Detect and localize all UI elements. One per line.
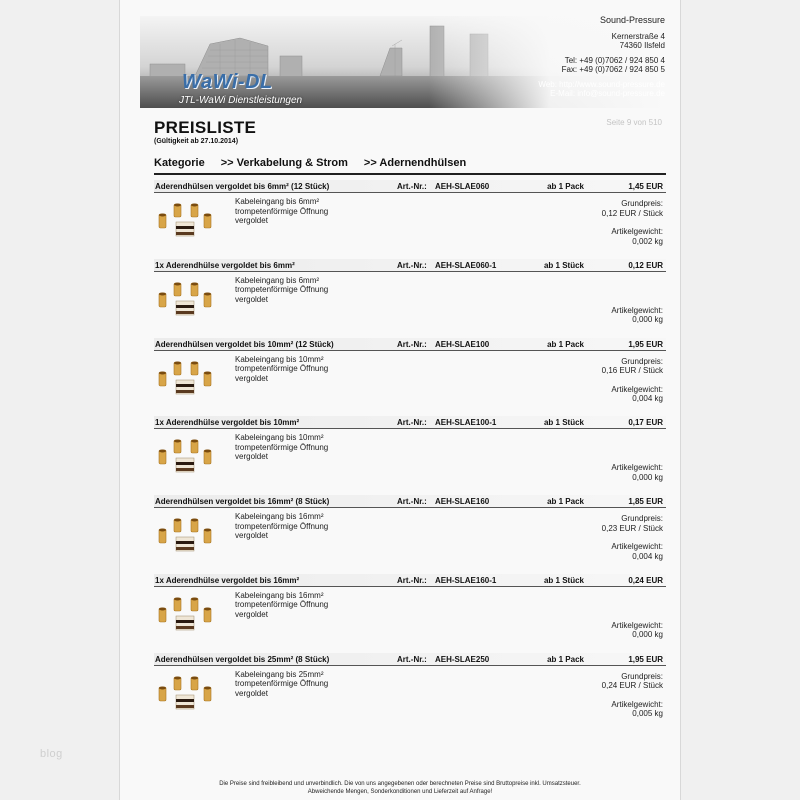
weight-label: Artikelgewicht: (611, 463, 663, 473)
article-number: AEH-SLAE160 (435, 497, 490, 507)
company-fax: Fax: +49 (0)7062 / 924 850 5 (561, 65, 665, 74)
product-header (154, 259, 666, 272)
validity-date: (Gültigkeit ab 27.10.2014) (154, 138, 239, 145)
sales-unit: ab 1 Stück (543, 260, 584, 270)
article-number-label: Art.-Nr.: (397, 497, 427, 507)
product-price: 0,17 EUR (628, 418, 663, 428)
description-line: trompetenförmige Öffnung (235, 285, 329, 295)
weight-value: 0,004 kg (632, 394, 663, 404)
description-line: Kabeleingang bis 16mm² (235, 590, 324, 600)
article-number-label: Art.-Nr.: (397, 654, 427, 664)
base-price-value: 0,24 EUR / Stück (601, 681, 663, 691)
base-price-value: 0,16 EUR / Stück (601, 366, 663, 376)
article-number-label: Art.-Nr.: (397, 339, 427, 349)
description-line: trompetenförmige Öffnung (235, 442, 329, 452)
description-line: vergoldet (235, 452, 268, 462)
article-number-label: Art.-Nr.: (397, 575, 427, 585)
description-line: trompetenförmige Öffnung (235, 600, 329, 610)
product-header (154, 180, 666, 193)
sales-unit: ab 1 Stück (543, 575, 584, 585)
company-name: Sound-Pressure (599, 16, 665, 25)
product-description (235, 197, 328, 226)
ferrule-image (156, 438, 218, 480)
product-name: 1x Aderendhülse vergoldet bis 16mm² (155, 575, 300, 585)
base-price-block (602, 199, 663, 227)
product-entry (154, 574, 666, 653)
breadcrumb (154, 157, 666, 175)
product-name: 1x Aderendhülse vergoldet bis 6mm² (155, 260, 295, 270)
product-header (154, 338, 666, 351)
description-line: vergoldet (235, 688, 268, 698)
product-list (154, 180, 666, 732)
weight-label: Artikelgewicht: (611, 620, 663, 630)
product-name: Aderendhülsen vergoldet bis 6mm² (12 Stück) (155, 182, 330, 191)
footer-line-1: Die Preise sind freibleibend und unverbindlich. Die von uns angegebenen oder berechneten Preise sind Bruttopreise inkl. Umsatzsteuer. (219, 781, 581, 787)
weight-label: Artikelgewicht: (611, 227, 663, 236)
company-tel: Tel: +49 (0)7062 / 924 850 4 (564, 55, 665, 65)
product-entry (154, 259, 666, 338)
base-price-label: Grundpreis: (621, 356, 663, 366)
product-price: 1,45 EUR (628, 182, 663, 191)
article-number: AEH-SLAE100-1 (435, 418, 497, 428)
product-description (235, 355, 328, 384)
article-number-label: Art.-Nr.: (397, 418, 427, 428)
weight-label: Artikelgewicht: (611, 542, 663, 552)
page-number: Seite 9 von 510 (606, 118, 662, 127)
sales-unit: ab 1 Pack (547, 182, 584, 191)
footer-note (120, 780, 680, 796)
product-meta (602, 672, 663, 719)
product-header (154, 495, 666, 508)
header-banner (140, 16, 665, 108)
product-header (154, 416, 666, 429)
product-price: 1,95 EUR (628, 339, 663, 349)
description-line: Kabeleingang bis 10mm² (235, 433, 324, 443)
base-price-label: Grundpreis: (621, 514, 663, 524)
product-entry (154, 180, 666, 259)
sales-unit: ab 1 Pack (547, 497, 584, 507)
logo-subtitle: JTL-WaWi Dienstleistungen (179, 95, 303, 106)
base-price-block (611, 278, 663, 306)
footer-line-2: Abweichende Mengen, Sonderkonditionen und Lieferzeit auf Anfrage! (307, 789, 493, 795)
sales-unit: ab 1 Pack (547, 339, 584, 349)
product-description (235, 591, 328, 620)
description-line: Kabeleingang bis 16mm² (235, 512, 324, 522)
ferrule-image (156, 675, 218, 717)
company-street: Kernerstraße 4 (611, 31, 665, 41)
description-line: Kabeleingang bis 6mm² (235, 275, 320, 285)
product-meta (611, 593, 663, 640)
product-entry (154, 653, 666, 732)
product-price: 0,12 EUR (628, 260, 663, 270)
ferrule-image (156, 202, 218, 244)
logo-text: WaWi-DL (182, 71, 273, 93)
product-entry (154, 495, 666, 574)
company-web-link[interactable]: Web: http://www.sound-pressure.de (538, 79, 665, 89)
product-name: 1x Aderendhülse vergoldet bis 10mm² (155, 418, 300, 428)
weight-value: 0,000 kg (632, 630, 663, 640)
product-meta (611, 435, 663, 482)
weight-label: Artikelgewicht: (611, 305, 663, 315)
sales-unit: ab 1 Pack (547, 654, 584, 664)
breadcrumb-level1: >> Verkabelung & Strom (220, 157, 348, 169)
base-price-label: Grundpreis: (621, 671, 663, 681)
product-description (235, 512, 328, 541)
product-description (235, 433, 328, 462)
product-header (154, 574, 666, 587)
base-price-block (602, 514, 663, 542)
description-line: trompetenförmige Öffnung (235, 521, 329, 531)
product-meta (602, 199, 663, 246)
product-price: 0,24 EUR (628, 575, 663, 585)
page-title: PREISLISTE (154, 118, 257, 137)
product-entry (154, 416, 666, 495)
product-price: 1,95 EUR (628, 654, 663, 664)
article-number-label: Art.-Nr.: (397, 182, 427, 191)
product-header (154, 653, 666, 666)
weight-label: Artikelgewicht: (611, 384, 663, 394)
product-price: 1,85 EUR (628, 497, 663, 507)
description-line: vergoldet (235, 216, 268, 225)
description-line: Kabeleingang bis 10mm² (235, 354, 324, 364)
ferrule-image (156, 596, 218, 638)
article-number-label: Art.-Nr.: (397, 260, 427, 270)
article-number: AEH-SLAE060-1 (435, 260, 497, 270)
article-number: AEH-SLAE100 (435, 339, 490, 349)
product-name: Aderendhülsen vergoldet bis 10mm² (12 Stück) (155, 339, 334, 349)
base-price-label: Grundpreis: (621, 199, 663, 208)
weight-value: 0,000 kg (632, 472, 663, 482)
watermark: blog (40, 748, 63, 760)
product-meta (611, 278, 663, 325)
description-line: trompetenförmige Öffnung (235, 206, 329, 216)
base-price-value: 0,12 EUR / Stück (601, 208, 663, 218)
weight-value: 0,004 kg (632, 551, 663, 561)
sales-unit: ab 1 Stück (543, 418, 584, 428)
product-meta (602, 357, 663, 404)
base-price-block (611, 435, 663, 463)
weight-value: 0,002 kg (632, 236, 663, 246)
article-number: AEH-SLAE250 (435, 654, 490, 664)
weight-label: Artikelgewicht: (611, 699, 663, 709)
description-line: vergoldet (235, 531, 268, 541)
description-line: Kabeleingang bis 6mm² (235, 197, 320, 206)
breadcrumb-level2: >> Adernendhülsen (363, 157, 467, 169)
description-line: vergoldet (235, 609, 268, 619)
company-city: 74360 Ilsfeld (619, 41, 665, 50)
description-line: trompetenförmige Öffnung (235, 679, 329, 689)
ferrule-image (156, 517, 218, 559)
description-line: vergoldet (235, 294, 268, 304)
ferrule-image (156, 360, 218, 402)
breadcrumb-category: Kategorie (154, 157, 205, 169)
base-price-value: 0,23 EUR / Stück (601, 523, 663, 533)
company-email-link[interactable]: E-Mail: info@sound-pressure.de (550, 89, 665, 98)
product-meta (602, 514, 663, 561)
weight-value: 0,005 kg (632, 709, 663, 719)
description-line: vergoldet (235, 373, 268, 383)
product-name: Aderendhülsen vergoldet bis 16mm² (8 Stück) (155, 497, 330, 507)
article-number: AEH-SLAE060 (435, 182, 490, 191)
base-price-block (602, 672, 663, 700)
article-number: AEH-SLAE160-1 (435, 575, 497, 585)
product-description (235, 670, 328, 699)
product-description (235, 276, 328, 305)
company-info (455, 16, 665, 99)
description-line: Kabeleingang bis 25mm² (235, 669, 324, 679)
product-name: Aderendhülsen vergoldet bis 25mm² (8 Stück) (155, 654, 330, 664)
description-line: trompetenförmige Öffnung (235, 364, 329, 374)
price-list-page (119, 0, 681, 800)
weight-value: 0,000 kg (632, 315, 663, 325)
product-entry (154, 338, 666, 417)
base-price-block (602, 357, 663, 385)
base-price-block (611, 593, 663, 621)
ferrule-image (156, 281, 218, 323)
